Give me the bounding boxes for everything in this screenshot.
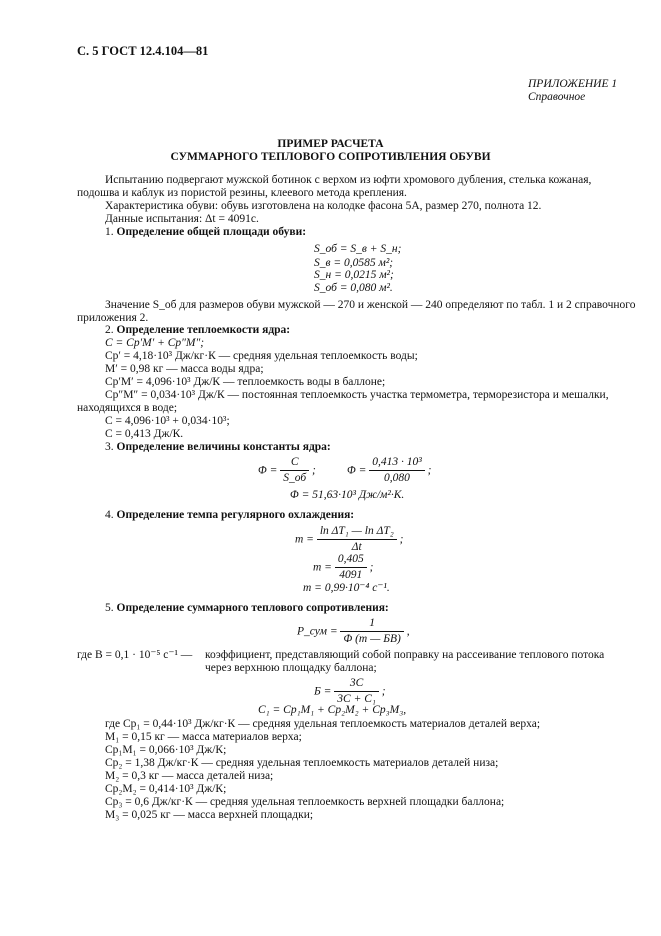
s2-line-4: Cp′M′ = 4,096·10³ Дж/К — теплоемкость воды в баллоне; [105, 376, 386, 388]
appendix-label: ПРИЛОЖЕНИЕ 1 [528, 78, 618, 90]
s5-where-1: где Cp₁ = 0,44·10³ Дж/кг·К — средняя удельная теплоемкость материалов деталей верха; [105, 718, 541, 730]
s1-note-line1: Значение S_об для размеров обуви мужской — 270 и женской — 240 определяют по табл. 1 и 2 справочного [105, 299, 636, 311]
s1-heading [105, 226, 306, 239]
s5-p-den: Φ (m — БВ) [343, 633, 401, 646]
s1-note-line2: приложения 2. [77, 312, 149, 324]
s2-line-1: C = Cp′M′ + Cp″M″; [105, 337, 205, 349]
intro-p1-line1: Испытанию подвергают мужской ботинок с верхом из юфти хромового дубления, стелька кожаная, [105, 174, 592, 186]
s3-phi2-formula: Φ = $\frac{\text{0,413 · 10³}}{0,080}$ ; [347, 456, 432, 485]
s1-num: 1. [105, 226, 114, 238]
s1-formula-4: S_об = 0,080 м². [314, 282, 393, 294]
s4-m2-lhs: m = [313, 561, 332, 574]
page-header: С. 5 ГОСТ 12.4.104—81 [77, 44, 209, 58]
s2-line-3: M′ = 0,98 кг — масса воды ядра; [105, 363, 264, 375]
s5-p-num: 1 [340, 617, 403, 632]
s5-where-6: Cp₂M₂ = 0,414·10³ Дж/К; [105, 783, 227, 795]
s2-line-5a: Cp″M″ = 0,034·10³ Дж/К — постоянная теплоемкость участка термометра, терморезистора и мешалки, [105, 389, 609, 401]
s2-title: Определение теплоемкости ядра: [116, 324, 291, 336]
s5-heading [105, 602, 389, 615]
s5-c1-formula: C₁ = Cp₁M₁ + Cp₂M₂ + Cp₃M₃, [258, 704, 407, 716]
s4-m2-den: 4091 [339, 569, 363, 582]
s3-num: 3. [105, 441, 114, 453]
s4-num: 4. [105, 509, 114, 521]
s1-formula-3: S_н = 0,0215 м²; [314, 269, 394, 281]
s3-phi2-num: 0,413 · 10³ [369, 456, 424, 471]
s5-b-den: 3C + C₁ [337, 693, 376, 706]
s4-m1-lhs: m = [295, 533, 314, 546]
s2-line-5b: находящихся в воде; [77, 402, 178, 414]
s1-formula-2: S_в = 0,0585 м²; [314, 257, 394, 269]
s2-num: 2. [105, 324, 114, 336]
s5-where-3: Cp₁M₁ = 0,066·10³ Дж/К; [105, 744, 227, 756]
s5-where-7: Cp₃ = 0,6 Дж/кг·К — средняя удельная теплоемкость верхней площадки баллона; [105, 796, 505, 808]
appendix-sublabel: Справочное [528, 91, 586, 103]
s5-p-lhs: P_сум = [297, 625, 338, 638]
s5-b-lhs: Б = [314, 685, 332, 698]
s4-title: Определение темпа регулярного охлаждения: [116, 509, 355, 521]
s5-b-num: 3C [334, 677, 379, 692]
s5-title: Определение суммарного теплового сопротивления: [116, 602, 389, 614]
s5-num: 5. [105, 602, 114, 614]
s2-line-6: C = 4,096·10³ + 0,034·10³; [105, 415, 230, 427]
s3-phi2-lhs: Φ = [347, 464, 367, 477]
intro-p2: Характеристика обуви: обувь изготовлена на колодке фасона 5А, размер 270, полнота 12. [105, 200, 542, 212]
s5-p-formula: P_сум = $\frac{1}{\Phi (m — БВ)}$ , [297, 617, 410, 646]
s3-phi2-den: 0,080 [384, 472, 410, 485]
s3-phi-formula: Φ = $\frac{C}{S\_об}$ ; [258, 456, 316, 485]
s1-title: Определение общей площади обуви: [116, 226, 307, 238]
s4-m2-num: 0,405 [335, 553, 367, 568]
s5-where-2: M₁ = 0,15 кг — масса материалов верха; [105, 731, 302, 743]
s5-where-4: Cp₂ = 1,38 Дж/кг·К — средняя удельная теплоемкость материалов деталей низа; [105, 757, 499, 769]
s3-phi-num: C [280, 456, 309, 471]
s5-b-formula: Б = $\frac{3C}{\text{3C + C₁}}$ ; [314, 677, 386, 706]
s3-result: Φ = 51,63·10³ Дж/м²·К. [290, 489, 405, 501]
s2-line-2: Cp′ = 4,18·10³ Дж/кг·К — средняя удельная теплоемкость воды; [105, 350, 418, 362]
s3-phi-den: S_об [283, 472, 307, 485]
s3-title: Определение величины константы ядра: [116, 441, 331, 453]
intro-p1-line2: подошва и каблук из пористой резины, клеевого метода крепления. [77, 187, 407, 199]
s4-m3: m = 0,99·10⁻⁴ с⁻¹. [303, 582, 390, 594]
s5-where-5: M₂ = 0,3 кг — масса деталей низа; [105, 770, 274, 782]
s4-m1-num: ln ΔT₁ — ln ΔT₂ [317, 525, 397, 540]
title-line-1: ПРИМЕР РАСЧЕТА [277, 138, 384, 150]
title-line-2: СУММАРНОГО ТЕПЛОВОГО СОПРОТИВЛЕНИЯ ОБУВИ [170, 151, 491, 163]
s1-formula-1: S_об = S_в + S_н; [314, 243, 402, 255]
intro-p3: Данные испытания: Δt = 4091с. [105, 213, 259, 225]
s3-heading [105, 441, 331, 454]
s4-m1-formula: m = $\frac{\text{ln ΔT₁ — ln ΔT₂}}{\Delta t}$ ; [295, 525, 404, 554]
s4-heading [105, 509, 354, 522]
s2-heading [105, 324, 290, 337]
s4-m1-den: Δt [351, 541, 362, 554]
s5-where-8: M₃ = 0,025 кг — масса верхней площадки; [105, 809, 314, 821]
s5-where-b: где B = 0,1 · 10⁻⁵ с⁻¹ — [77, 649, 193, 661]
s5-coef-line1: коэффициент, представляющий собой поправку на рассеивание теплового потока [205, 649, 605, 661]
s5-coef-line2: через верхнюю площадку баллона; [205, 662, 377, 674]
s2-line-7: C = 0,413 Дж/К. [105, 428, 184, 440]
s3-phi-lhs: Φ = [258, 464, 278, 477]
s4-m2-formula: m = $\frac{0,405}{4091}$ ; [313, 553, 374, 582]
